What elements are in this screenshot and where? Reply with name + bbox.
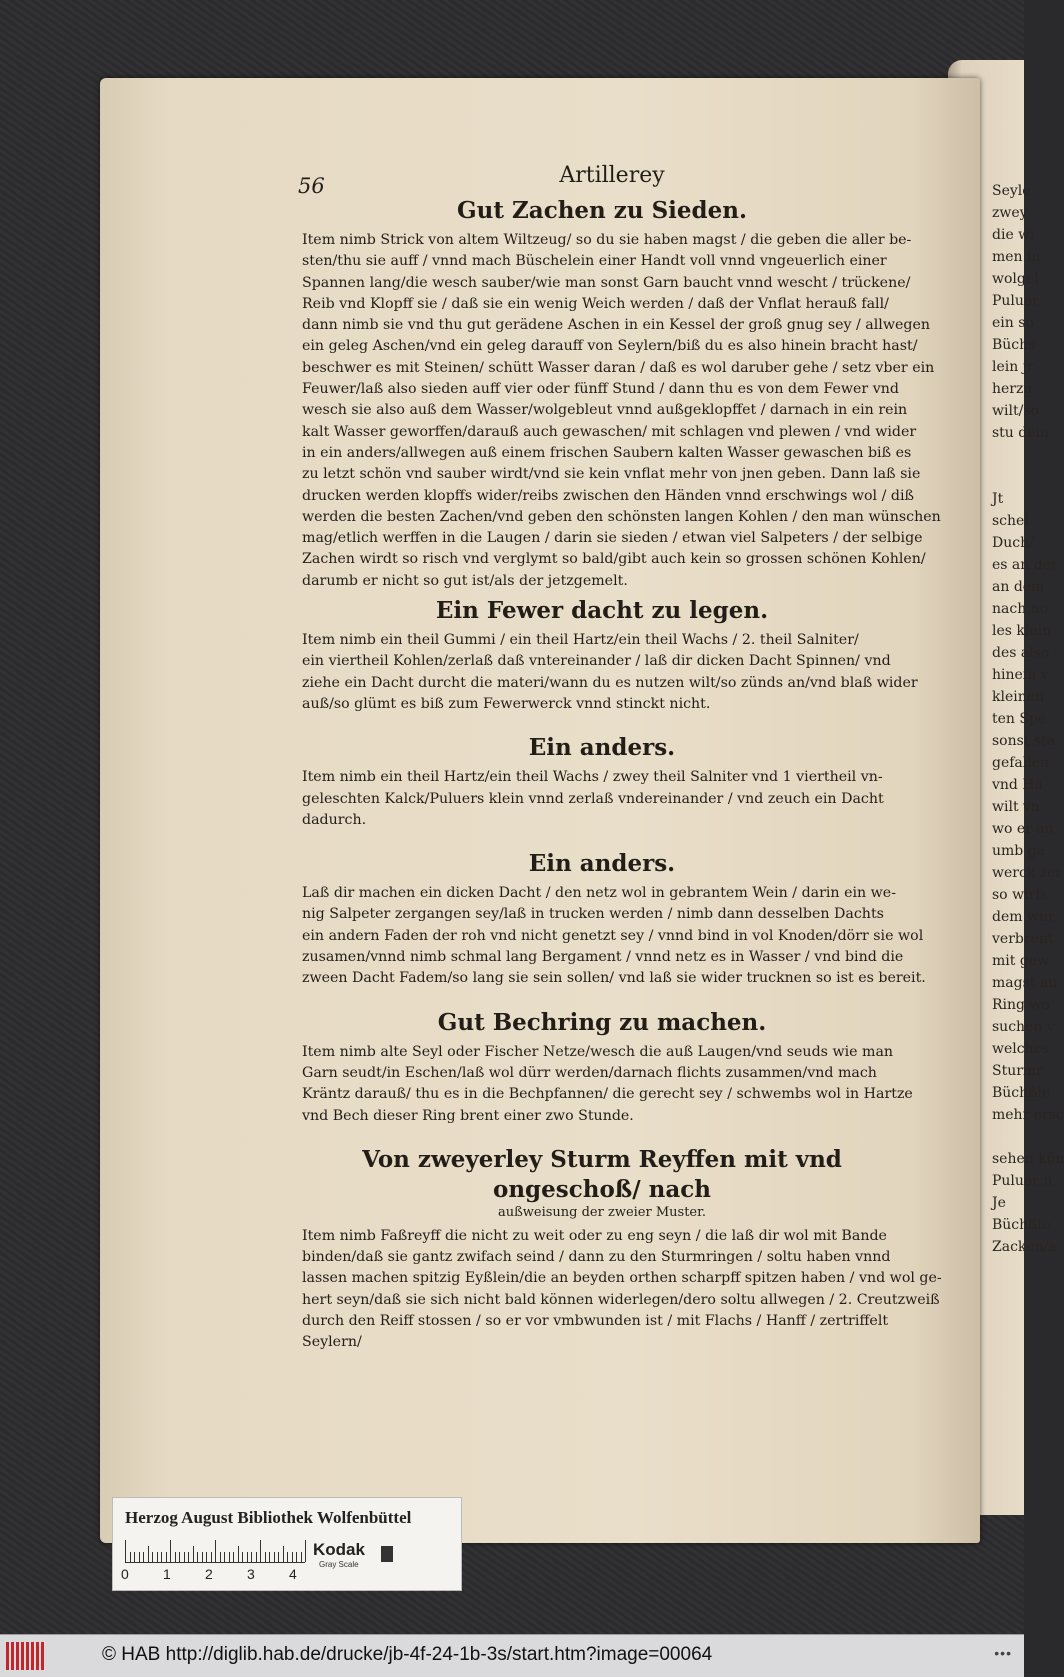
ruler-tick — [256, 1552, 257, 1562]
next-page-fragment: hinein v — [992, 667, 1049, 683]
ruler-tick — [265, 1552, 266, 1562]
ruler-tick — [269, 1552, 270, 1562]
next-page-fragment: Puluer — [992, 293, 1039, 309]
ruler-tick — [206, 1552, 207, 1562]
text-line: lassen machen spitzig Eyßlein/die an beyden orthen scharpff spitzen haben / vnd wol ge- — [302, 1270, 942, 1287]
text-line: Item nimb ein theil Gummi / ein theil Hartz/ein theil Wachs / 2. theil Salniter/ — [302, 632, 859, 649]
ruler-tick — [287, 1552, 288, 1562]
text-line: ein andern Faden der roh vnd nicht genetzt sey / vnnd bind in vol Knoden/dörr sie wol — [302, 927, 924, 944]
section-heading: Ein anders. — [528, 850, 676, 878]
ruler-tick — [292, 1552, 293, 1562]
ruler-tick — [224, 1552, 225, 1562]
section-paragraph — [302, 230, 941, 592]
text-line: wesch sie also auß dem Wasser/wolgebleut vnnd außgeklopffet / darnach in ein rein — [302, 402, 908, 419]
footer-bar — [0, 1634, 1024, 1677]
kodak-logo: Kodak — [313, 1540, 365, 1559]
next-page-fragment: umb ga — [992, 843, 1046, 859]
text-line: Item nimb Faßreyff die nicht zu weit oder zu eng seyn / die laß dir wol mit Bande — [302, 1227, 887, 1244]
text-line: dann nimb sie vnd thu gut gerädene Aschen in ein Kessel der groß gnug sey / allwegen — [302, 317, 930, 334]
next-page-fragment: sonst sta — [992, 733, 1056, 749]
ruler-tick — [233, 1552, 234, 1562]
text-line: sten/thu sie auff / vnnd mach Büschelein einer Handt voll vnnd vngeuerlich einer — [302, 253, 887, 270]
next-page-fragment: Büchs — [992, 337, 1036, 353]
sections — [302, 196, 942, 1354]
section-paragraph — [302, 1042, 913, 1127]
text-line: hert seyn/daß sie sich nicht bald können widerlegen/dero soltu allwegen / 2. Creutzweiß — [302, 1291, 940, 1308]
text-line: beschwer es mit Steinen/ schütt Wasser daran / daß es wol daruber gehe / setz vber ein — [302, 359, 935, 376]
scale-number: 1 — [163, 1566, 171, 1582]
ruler-tick — [148, 1546, 149, 1562]
next-page-fragment: werck zer — [992, 865, 1063, 881]
text-line: zu letzt schön vnd sauber wirdt/vnd sie kein vnflat mehr von jnen geben. Dann laß sie — [302, 466, 921, 483]
text-line: darumb er nicht so gut ist/als der jetzgemelt. — [302, 572, 628, 589]
page-number: 56 — [298, 174, 325, 198]
ruler-tick — [193, 1546, 194, 1562]
scale-number: 0 — [121, 1566, 129, 1582]
ruler-tick — [152, 1552, 153, 1562]
section-heading: Ein Fewer dacht zu legen. — [435, 597, 769, 625]
ruler-tick — [301, 1552, 302, 1562]
gray-swatch — [381, 1546, 393, 1562]
text-line: Item nimb alte Seyl oder Fischer Netze/wesch die auß Laugen/vnd seuds wie man — [302, 1043, 894, 1060]
section-paragraph — [302, 883, 926, 989]
next-page-fragment: Büchßle — [992, 1217, 1051, 1233]
ruler-tick — [179, 1552, 180, 1562]
ruler-tick — [157, 1552, 158, 1562]
next-page-fragment: mehr ersc — [992, 1107, 1064, 1123]
next-page-fragment: schel — [992, 513, 1029, 529]
next-page-fragment: kleinen — [992, 689, 1045, 705]
ruler-tick — [202, 1552, 203, 1562]
scale-numbers — [121, 1566, 311, 1586]
next-page-fragment: Sturmr — [992, 1063, 1043, 1079]
ruler-tick — [274, 1552, 275, 1562]
next-page-fragment: stu dein — [992, 425, 1050, 441]
ruler-tick — [143, 1552, 144, 1562]
ruler-tick — [125, 1540, 126, 1562]
page-content — [298, 160, 942, 1354]
next-page-fragment: vnd Ha — [992, 777, 1043, 793]
next-page-fragment — [992, 1126, 1032, 1148]
section-heading: Gut Bechring zu machen. — [437, 1008, 767, 1036]
next-page-fragment: men in — [992, 249, 1041, 265]
next-page-fragment: wilt/so — [992, 403, 1039, 419]
ruler-tick — [188, 1552, 189, 1562]
ruler-tick — [184, 1552, 185, 1562]
next-page-fragment: gefallen — [992, 755, 1050, 771]
library-color-card — [112, 1497, 462, 1591]
text-line: ziehe ein Dacht durcht die materi/wann du es nutzen wilt/so zünds an/vnd blaß wider — [302, 674, 918, 691]
hab-logo-icon — [6, 1642, 48, 1670]
ruler-tick — [220, 1552, 221, 1562]
ruler-tick — [251, 1552, 252, 1562]
section-paragraph — [302, 630, 918, 715]
section-paragraph — [302, 1226, 942, 1354]
next-page-fragment: zwey — [992, 205, 1028, 221]
next-page-fragment: des also — [992, 645, 1050, 661]
text-line: Kräntz darauß/ thu es in die Bechpfannen/ die gerecht sey / schwembs wol in Hartze — [302, 1086, 913, 1103]
next-page-fragment: nach no — [992, 601, 1049, 617]
ruler-tick — [296, 1552, 297, 1562]
ruler-tick — [278, 1552, 279, 1562]
next-page-fragment: les klein — [992, 623, 1052, 639]
next-page-fragment: ten Spe — [992, 711, 1047, 727]
next-page-fragment: dem wur — [992, 909, 1055, 925]
text-line: auß/so glümt es biß zum Fewerwerck vnnd stinckt nicht. — [302, 695, 711, 712]
ruler-tick — [175, 1552, 176, 1562]
library-name: Herzog August Bibliothek Wolfenbüttel — [125, 1508, 412, 1527]
text-line: geleschten Kalck/Puluers klein vnnd zerlaß vndereinander / vnd zeuch ein Dacht — [302, 790, 884, 807]
scale-number: 4 — [289, 1566, 297, 1582]
next-page-fragment: mit gew — [992, 953, 1050, 969]
scale-ruler — [125, 1538, 305, 1563]
ruler-tick — [170, 1540, 171, 1562]
ruler-tick — [242, 1552, 243, 1562]
text-line: mag/etlich werffen in die Laugen / darin sie sieden / etwan viel Salpeters / der selbige — [302, 530, 923, 547]
next-page-fragment: an dem — [992, 579, 1045, 595]
ruler-tick — [305, 1540, 306, 1562]
ruler-tick — [238, 1546, 239, 1562]
section-paragraph — [302, 767, 902, 831]
next-page-fragment: sehen kön — [992, 1151, 1064, 1167]
text-line: durch den Reiff stossen / so er vor vmbwunden ist / mit Flachs / Hanff / zertriffelt — [302, 1312, 889, 1329]
text-line: Feuwer/laß also sieden auff vier oder fünff Stund / dann thu es von dem Fewer vnd — [302, 381, 899, 398]
catchword: Seylern/ — [302, 1334, 362, 1351]
next-page-fragment — [992, 466, 1032, 488]
ruler-tick — [215, 1540, 216, 1562]
ruler-tick — [139, 1552, 140, 1562]
scale-number: 2 — [205, 1566, 213, 1582]
text-line: nig Salpeter zergangen sey/laß in trucken werden / nimb dann desselben Dachts — [302, 906, 884, 923]
next-page-fragment: herzu — [992, 381, 1033, 397]
next-page-fragment: Duch/ — [992, 535, 1034, 551]
scale-number: 3 — [247, 1566, 255, 1582]
next-page-fragment: Je — [992, 1195, 1006, 1211]
next-page-fragment: suchen v — [992, 1019, 1055, 1035]
text-line: Zachen wirdt so risch vnd verglymt so bald/gibt auch kein so grossen schönen Kohlen/ — [302, 551, 926, 568]
next-page-fragment: Puluer n — [992, 1173, 1053, 1189]
ruler-tick — [197, 1552, 198, 1562]
next-page-fragment: lein jr — [992, 359, 1034, 375]
section-subheading: außweisung der zweier Muster. — [497, 1204, 707, 1220]
next-page-fragment: verbrent — [992, 931, 1054, 947]
next-page-fragment: so wirfs — [992, 887, 1048, 903]
text-line: Reib vnd Klopff sie / daß sie ein wenig Weich werden / daß der Vnflat herauß fall/ — [302, 295, 889, 312]
text-line: binden/daß sie gantz zwifach seind / dann zu den Sturmringen / soltu haben vnnd — [302, 1249, 891, 1266]
next-page-text — [992, 180, 1064, 1258]
next-page-fragment: es an der — [992, 557, 1058, 573]
next-page-fragment — [992, 444, 1032, 466]
next-page-fragment: Büchßle — [992, 1085, 1051, 1101]
text-line: kalt Wasser geworffen/darauß auch gewaschen/ mit schlagen vnd plewen / vnd wider — [302, 423, 917, 440]
next-page-fragment: ein so — [992, 315, 1034, 331]
ruler-tick — [166, 1552, 167, 1562]
ruler-tick — [283, 1546, 284, 1562]
text-line: zusamen/vnnd nimb schmal lang Bergament / vnnd netz es in Wasser / vnd bind die — [302, 949, 904, 966]
ruler-tick — [229, 1552, 230, 1562]
ruler-tick — [260, 1540, 261, 1562]
next-page-fragment: welches — [992, 1041, 1050, 1057]
section-heading: Ein anders. — [528, 734, 676, 762]
text-line: in ein anders/allwegen auß einem frischen Saubern kalten Wasser gewaschen biß es — [302, 444, 912, 461]
section-heading: Gut Zachen zu Sieden. — [457, 197, 747, 224]
kodak-subtitle: Gray Scale — [319, 1560, 359, 1569]
text-line: Laß dir machen ein dicken Dacht / den netz wol in gebrantem Wein / darin ein we- — [302, 885, 896, 902]
ruler-tick — [130, 1552, 131, 1562]
text-line: dadurch. — [302, 811, 367, 828]
footer-url[interactable]: © HAB http://diglib.hab.de/drucke/jb-4f-24-1b-3s/start.htm?image=00064 — [102, 1644, 713, 1665]
section-heading: Von zweyerley Sturm Reyffen mit vnd ongeschoß/ nach — [362, 1145, 842, 1203]
next-page-fragment: Zacken/a — [992, 1239, 1057, 1255]
text-line: zween Dacht Fadem/so lang sie sein sollen/ vnd laß sie wider trucknen so ist es bereit. — [302, 970, 926, 987]
text-line: drucken werden klopffs wider/reibs zwischen den Händen vnnd erschwings wol / diß — [302, 487, 914, 504]
next-page-fragment: Seyle — [992, 183, 1031, 199]
ruler-tick — [247, 1552, 248, 1562]
next-page-fragment: die wi — [992, 227, 1035, 243]
text-line: ein geleg Aschen/vnd ein geleg darauff von Seylern/biß du es also hinein bracht hast/ — [302, 338, 918, 355]
running-head: Artillerey — [559, 163, 665, 188]
next-page-fragment: Ring wo — [992, 997, 1050, 1013]
ruler-tick — [211, 1552, 212, 1562]
ruler-tick — [134, 1552, 135, 1562]
next-page-fragment: wo er an — [992, 821, 1054, 837]
text-line: Item nimb ein theil Hartz/ein theil Wachs / zwey theil Salniter vnd 1 viertheil vn- — [302, 769, 883, 786]
next-page-fragment: wilt vn — [992, 799, 1040, 815]
next-page-fragment: Jt — [992, 491, 1004, 507]
next-page-fragment: magst au — [992, 975, 1058, 991]
text-line: vnd Bech dieser Ring brent einer zwo Stunde. — [302, 1107, 634, 1124]
more-menu-icon[interactable]: ••• — [994, 1645, 1012, 1661]
text-line: Item nimb Strick von altem Wiltzeug/ so du sie haben magst / die geben die aller be- — [302, 232, 912, 248]
text-line: Garn seudt/in Eschen/laß wol dürr werden/darnach flichts zusammen/vnd mach — [302, 1064, 877, 1081]
next-page-fragment: wolgel — [992, 271, 1039, 287]
text-line: ein viertheil Kohlen/zerlaß daß vntereinander / laß dir dicken Dacht Spinnen/ vnd — [302, 653, 891, 670]
text-line: Spannen lang/die wesch sauber/wie man sonst Garn baucht vnnd wescht / trückene/ — [302, 274, 911, 291]
text-line: werden die besten Zachen/vnd geben den schönsten langen Kohlen / den man wünschen — [302, 508, 941, 525]
ruler-tick — [161, 1552, 162, 1562]
